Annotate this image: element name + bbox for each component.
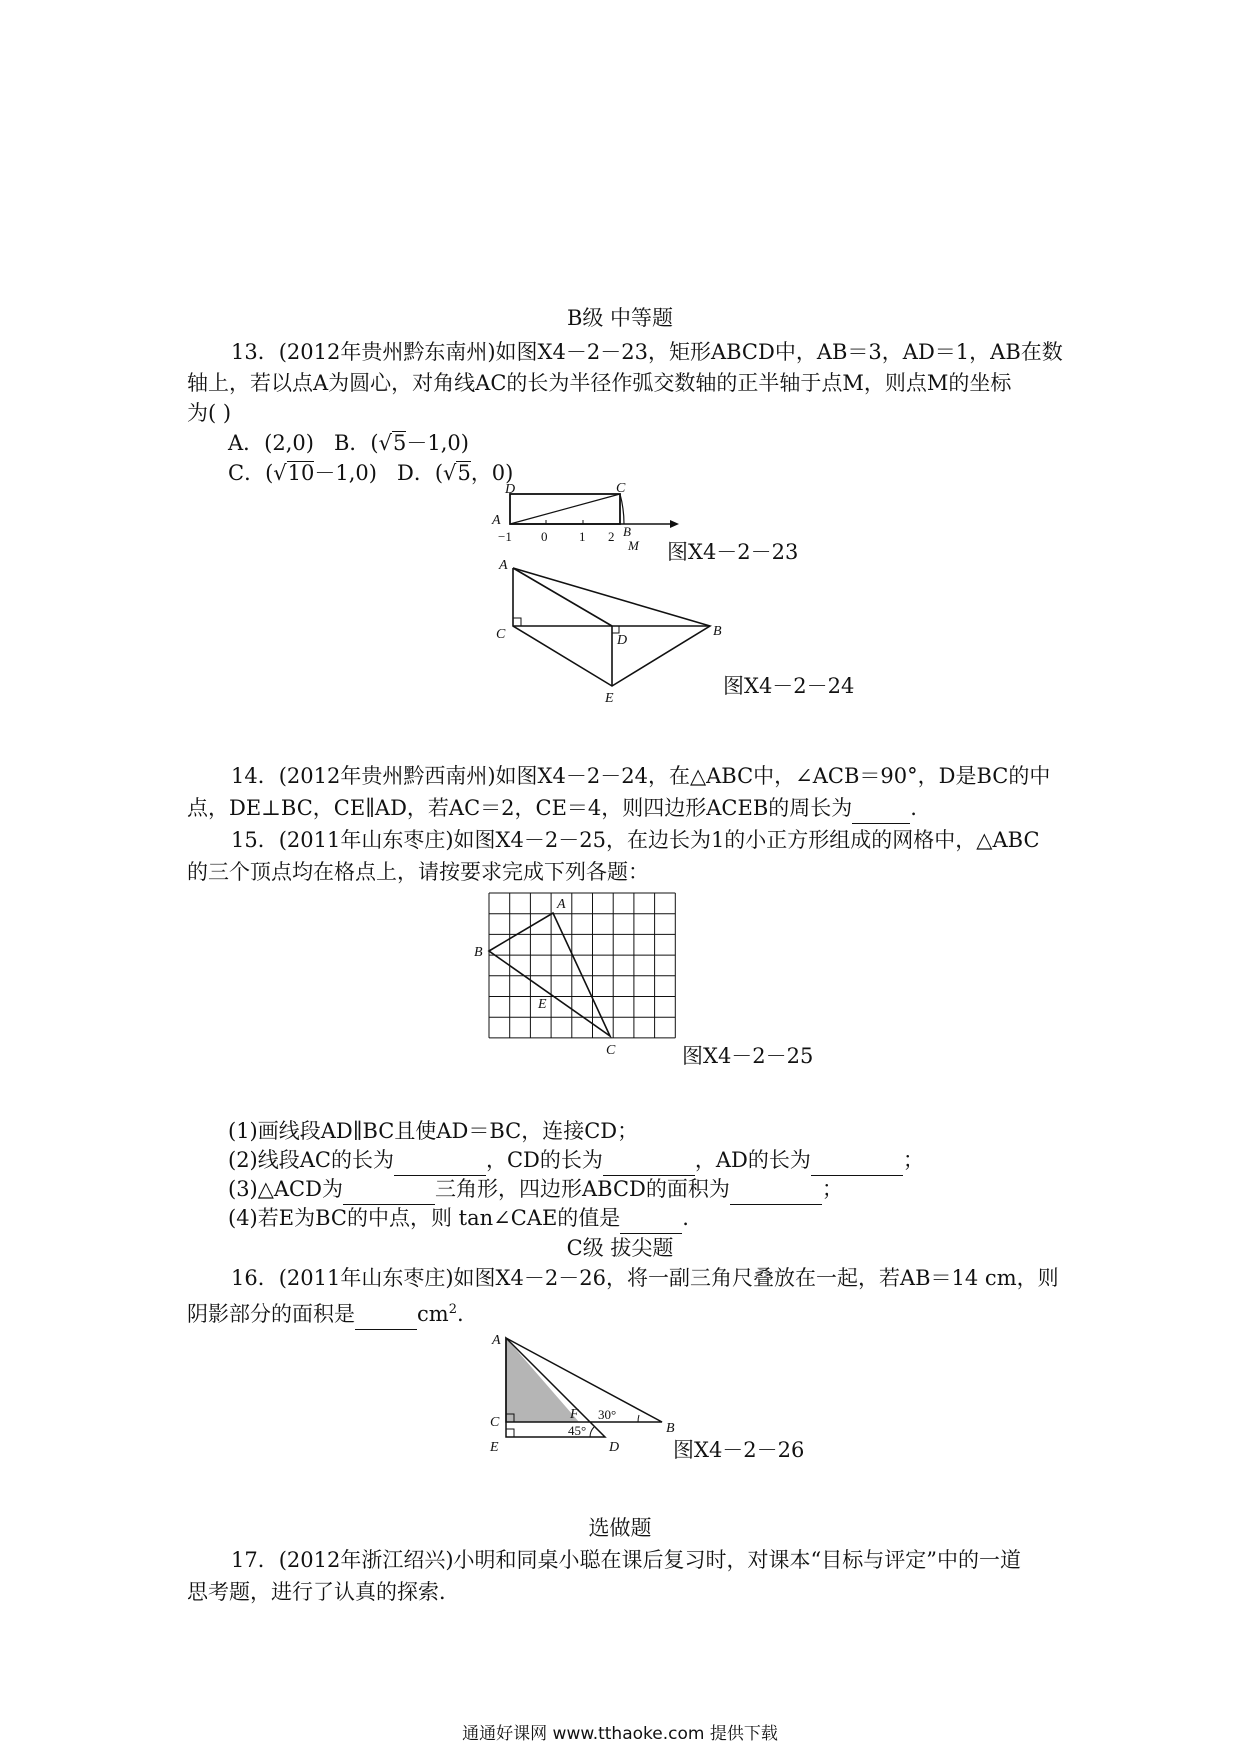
label-d: D: [505, 482, 516, 497]
footer: 通通好课网 www.tthaoke.com 提供下载: [462, 1724, 778, 1744]
section-c-heading: C级 拔尖题: [566, 1236, 674, 1260]
label-e: E: [605, 691, 614, 705]
angle-30-label: 30°: [598, 1407, 617, 1422]
triangle-type-blank[interactable]: [343, 1174, 435, 1205]
figure-23: [480, 478, 680, 558]
label-c: C: [496, 627, 506, 642]
tick-minus1: −1: [498, 529, 512, 544]
label-a: A: [492, 513, 501, 528]
q13-option-a: A．(2,0): [228, 431, 314, 455]
fig24-caption: 图X4－2－24: [723, 674, 855, 698]
label-b: B: [623, 524, 631, 539]
figure-24: [495, 560, 735, 705]
label-d: D: [617, 633, 628, 648]
right-angle-e: [506, 1429, 514, 1437]
tick-0: 0: [541, 529, 548, 544]
diagonal-ac: [510, 494, 620, 524]
q14-answer-blank[interactable]: [852, 793, 910, 824]
angle-45-label: 45°: [568, 1423, 587, 1438]
q17-line-2: 思考题，进行了认真的探索．: [187, 1580, 460, 1604]
q15-part-2: (2)线段AC的长为 ，CD的长为 ，AD的长为 ；: [228, 1145, 1108, 1176]
q13-option-c: C．(√10－1,0): [228, 461, 377, 485]
tick-1: 1: [579, 529, 586, 544]
label-c: C: [616, 481, 626, 496]
section-b-heading: B级 中等题: [566, 306, 674, 330]
q14-line-1: 14．(2012年贵州黔西南州)如图X4－2－24，在△ABC中，∠ACB＝90°，D是BC的中: [231, 764, 1051, 788]
q15-part-4: (4)若E为BC的中点，则 tan∠CAE的值是 .: [228, 1203, 1108, 1234]
label-c: C: [606, 1043, 616, 1058]
q13-options-ab: [228, 428, 1108, 458]
area-abcd-blank[interactable]: [730, 1174, 822, 1205]
q13-option-d: D．(√5，0): [397, 461, 514, 485]
segment-ad: [513, 568, 612, 626]
label-b: B: [666, 1421, 675, 1436]
label-d: D: [609, 1440, 620, 1455]
q15-line-1: 15．(2011年山东枣庄)如图X4－2－25，在边长为1的小正方形组成的网格中，△ABC: [231, 828, 1040, 852]
label-c: C: [490, 1415, 500, 1430]
q17-line-1: 17．(2012年浙江绍兴)小明和同桌小聪在课后复习时，对课本“目标与评定”中的一道: [231, 1548, 1022, 1572]
right-angle-c: [513, 618, 521, 626]
label-f: F: [570, 1407, 579, 1422]
q14-line-2: 点，DE⊥BC，CE∥AD，若AC＝2，CE＝4，则四边形ACEB的周长为 .: [187, 793, 1067, 824]
label-a: A: [492, 1333, 501, 1348]
label-a: A: [557, 897, 566, 912]
shaded-region: [506, 1338, 579, 1422]
fig23-caption: 图X4－2－23: [667, 540, 799, 564]
q16-line-2: 阴影部分的面积是 $cm^2$.: [187, 1295, 1067, 1330]
figure-25: [470, 882, 680, 1062]
tick-2: 2: [608, 529, 615, 544]
q13-line-2: 轴上，若以点A为圆心，对角线AC的长为半径作弧交数轴的正半轴于点M，则点M的坐标: [187, 371, 1012, 395]
label-e: E: [538, 997, 547, 1012]
figure-26: [478, 1330, 688, 1460]
q15-part-3: (3)△ACD为 三角形，四边形ABCD的面积为 ；: [228, 1174, 1108, 1205]
tan-cae-blank[interactable]: [620, 1203, 682, 1234]
fig26-caption: 图X4－2－26: [673, 1438, 805, 1462]
label-b: B: [474, 945, 483, 960]
ad-length-blank[interactable]: [811, 1145, 903, 1176]
fig25-caption: 图X4－2－25: [682, 1044, 814, 1068]
q15-part-1: (1)画线段AD∥BC且使AD＝BC，连接CD；: [228, 1119, 639, 1143]
optional-section-heading: 选做题: [588, 1516, 652, 1540]
cd-length-blank[interactable]: [603, 1145, 695, 1176]
right-angle-d: [612, 626, 619, 633]
q13-line-3: 为( ): [187, 401, 232, 425]
q13-option-b: B．(√5－1,0): [333, 431, 469, 455]
label-a: A: [499, 560, 508, 573]
q16-line-1: 16．(2011年山东枣庄)如图X4－2－26，将一副三角尺叠放在一起，若AB＝14 cm，则: [231, 1266, 1059, 1290]
label-e: E: [490, 1440, 499, 1455]
axis-arrow: [670, 520, 679, 528]
shaded-area-blank[interactable]: [355, 1299, 417, 1330]
q15-line-2: 的三个顶点均在格点上，请按要求完成下列各题：: [187, 860, 649, 884]
label-b: B: [713, 624, 722, 639]
label-m: M: [628, 538, 639, 553]
ac-length-blank[interactable]: [394, 1145, 486, 1176]
q13-line-1: 13．(2012年贵州黔东南州)如图X4－2－23，矩形ABCD中，AB＝3，AD＝1，AB在数: [231, 340, 1063, 364]
